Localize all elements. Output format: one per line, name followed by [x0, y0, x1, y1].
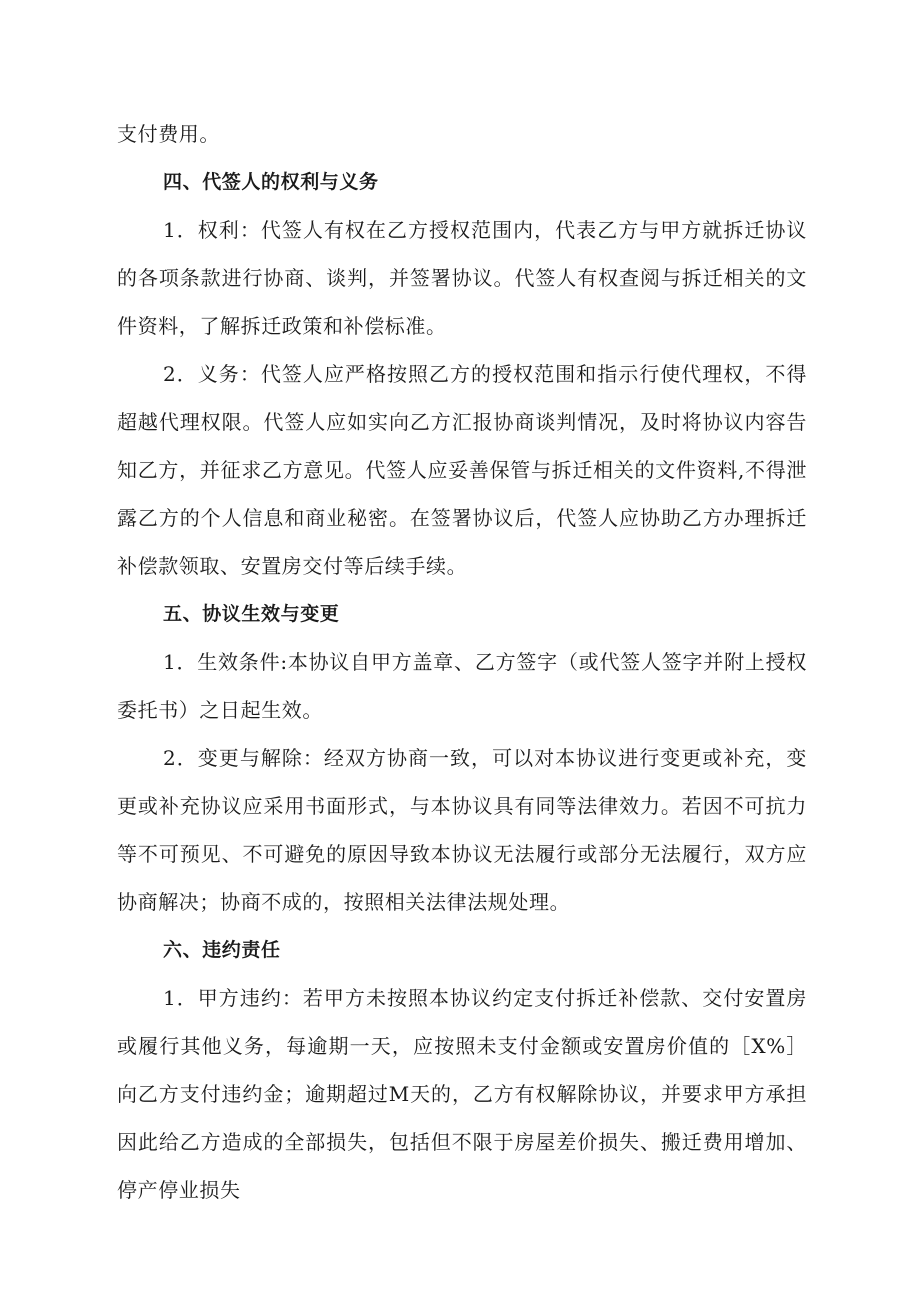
document-body — [117, 110, 807, 1214]
section-heading-effect-change: 五、协议生效与变更 — [163, 603, 340, 625]
paragraph-effective-conditions: 1．生效条件:本协议自甲方盖章、乙方签字（或代签人签字并附上授权委托书）之日起生效。 — [117, 650, 807, 722]
section-heading-rights-obligations: 四、代签人的权利与义务 — [163, 171, 379, 193]
lead-fragment: 支付费用。 — [117, 122, 220, 146]
section-heading-breach-liability: 六、违约责任 — [163, 939, 281, 961]
paragraph-party-a-breach: 1．甲方违约：若甲方未按照本协议约定支付拆迁补偿款、交付安置房或履行其他义务，每逾期一天，应按照未支付金额或安置房价值的［X%］向乙方支付违约金；逾期超过M天的，乙方有权解除协议，并要求甲方承担因此给乙方造成的全部损失，包括但不限于房屋差价损失、搬迁费用增加、停产停业损失 — [117, 986, 807, 1202]
paragraph-obligations: 2．义务：代签人应严格按照乙方的授权范围和指示行使代理权，不得超越代理权限。代签人应如实向乙方汇报协商谈判情况，及时将协议内容告知乙方，并征求乙方意见。代签人应妥善保管与拆迁相关的文件资料,不得泄露乙方的个人信息和商业秘密。在签署协议后，代签人应协助乙方办理拆迁补偿款领取、安置房交付等后续手续。 — [117, 362, 807, 578]
paragraph-rights: 1．权利：代签人有权在乙方授权范围内，代表乙方与甲方就拆迁协议的各项条款进行协商、谈判，并签署协议。代签人有权查阅与拆迁相关的文件资料，了解拆迁政策和补偿标准。 — [117, 218, 807, 338]
paragraph-change-termination: 2．变更与解除：经双方协商一致，可以对本协议进行变更或补充，变更或补充协议应采用书面形式，与本协议具有同等法律效力。若因不可抗力等不可预见、不可避免的原因导致本协议无法履行或部分无法履行，双方应协商解决；协商不成的，按照相关法律法规处理。 — [117, 746, 807, 914]
